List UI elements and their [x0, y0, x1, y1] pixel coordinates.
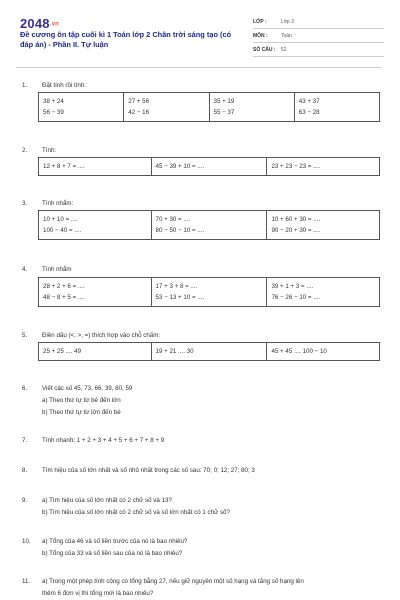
exercise-table-3	[38, 210, 380, 240]
question-number: 7.	[22, 437, 28, 444]
info-value: Lớp 2	[281, 19, 295, 25]
question-subpart: b) Theo thứ tự từ lớn đến bé	[42, 409, 121, 416]
question-number: 8.	[22, 467, 28, 474]
question-subpart: b) Tổng của 33 và số liền sau của nó là bao nhiêu?	[42, 550, 183, 557]
question-text: a) Trong một phép tính cộng có tổng bằng 27, nếu giữ nguyên một số hạng và tăng số hạng lên	[42, 578, 304, 585]
question-subpart: b) Tìm hiệu của số lớn nhất có 2 chữ số và số lớn nhất có 1 chữ số?	[42, 509, 230, 516]
info-key: LỚP :	[253, 19, 267, 25]
exercise-table-1	[38, 92, 380, 122]
exercise-cell: 43 + 37 63 − 28	[294, 93, 379, 122]
exercise-cell: 12 + 8 + 7 = ....	[39, 158, 152, 176]
question-number: 4.	[22, 266, 28, 273]
question-subpart: a) Theo thứ tự từ bé đến lớn	[42, 397, 121, 404]
exercise-cell: 38 + 24 56 − 39	[39, 93, 124, 122]
question-text: Tìm hiệu của số lớn nhất và số nhỏ nhất trong các số sau: 70; 0; 12; 27; 80; 3	[42, 467, 255, 474]
exercise-cell: 28 + 2 + 6 = .... 48 − 8 + 5 = ....	[39, 278, 152, 307]
exercise-cell: 25 + 25 .... 49	[39, 343, 152, 361]
question-text: Tính nhanh: 1 + 2 + 3 + 4 + 5 + 6 + 7 + 8 + 9	[42, 437, 165, 444]
site-logo[interactable]: 2048.vn	[20, 16, 60, 31]
exercise-table-2	[38, 157, 380, 176]
question-text: Viết các số 45, 73, 66, 39, 80, 59	[42, 385, 133, 392]
exercise-cell: 45 − 39 + 10 = ....	[151, 158, 267, 176]
question-number: 2.	[22, 147, 28, 154]
info-key: SỐ CÂU :	[253, 47, 276, 53]
question-text: Đặt tính rồi tính:	[42, 82, 87, 89]
info-key: MÔN :	[253, 33, 268, 39]
question-number: 3.	[22, 200, 28, 207]
exercise-cell: 19 + 21 .... 30	[151, 343, 267, 361]
question-text: Điền dấu (<, >, =) thích hợp vào chỗ chấm:	[42, 332, 161, 339]
question-number: 9.	[22, 497, 28, 504]
question-subpart: thêm 6 đơn vị thì tổng mới là bao nhiêu?	[42, 590, 154, 597]
exercise-table-4	[38, 277, 380, 307]
question-text: Tính nhẩm:	[42, 200, 74, 207]
question-text: a) Tổng của 46 và số liền trước của nó là bao nhiêu?	[42, 538, 188, 545]
exercise-cell: 35 + 19 55 − 37	[209, 93, 294, 122]
exercise-cell: 17 + 3 + 8 = .... 53 − 13 + 10 = ....	[151, 278, 267, 307]
exercise-cell: 70 + 30 = .... 80 − 50 − 10 = ....	[151, 211, 267, 240]
exercise-cell: 39 + 1 + 3 = .... 76 − 26 − 10 = ....	[267, 278, 380, 307]
info-panel	[253, 16, 384, 58]
exercise-table-5	[38, 342, 380, 361]
question-number: 1.	[22, 82, 28, 89]
info-row-count	[253, 44, 384, 57]
info-row-grade	[253, 16, 384, 29]
exercise-cell: 23 + 23 − 23 = ....	[267, 158, 380, 176]
exercise-cell: 10 + 60 + 30 = .... 90 − 20 + 30 = ....	[267, 211, 380, 240]
info-row-subject	[253, 30, 384, 43]
info-value: 52	[281, 47, 287, 53]
page-title: Đề cương ôn tập cuối kì 1 Toán lớp 2 Chân trời sáng tạo (có đáp án) - Phần II. Tự luận	[20, 30, 232, 49]
question-number: 10.	[22, 538, 31, 545]
question-text: Tính nhẩm	[42, 266, 72, 273]
question-text: Tính:	[42, 147, 57, 154]
exercise-cell: 10 + 10 = .... 100 − 40 = ....	[39, 211, 152, 240]
question-number: 11.	[22, 578, 31, 585]
question-text: a) Tìm hiệu của số lớn nhất có 2 chữ số và 13?	[42, 497, 172, 504]
question-number: 5.	[22, 332, 28, 339]
divider	[16, 67, 382, 68]
question-number: 6.	[22, 385, 28, 392]
exercise-cell: 27 + 56 42 − 16	[124, 93, 209, 122]
info-value: Toán	[281, 33, 292, 39]
exercise-cell: 45 + 45 .... 100 − 10	[267, 343, 380, 361]
